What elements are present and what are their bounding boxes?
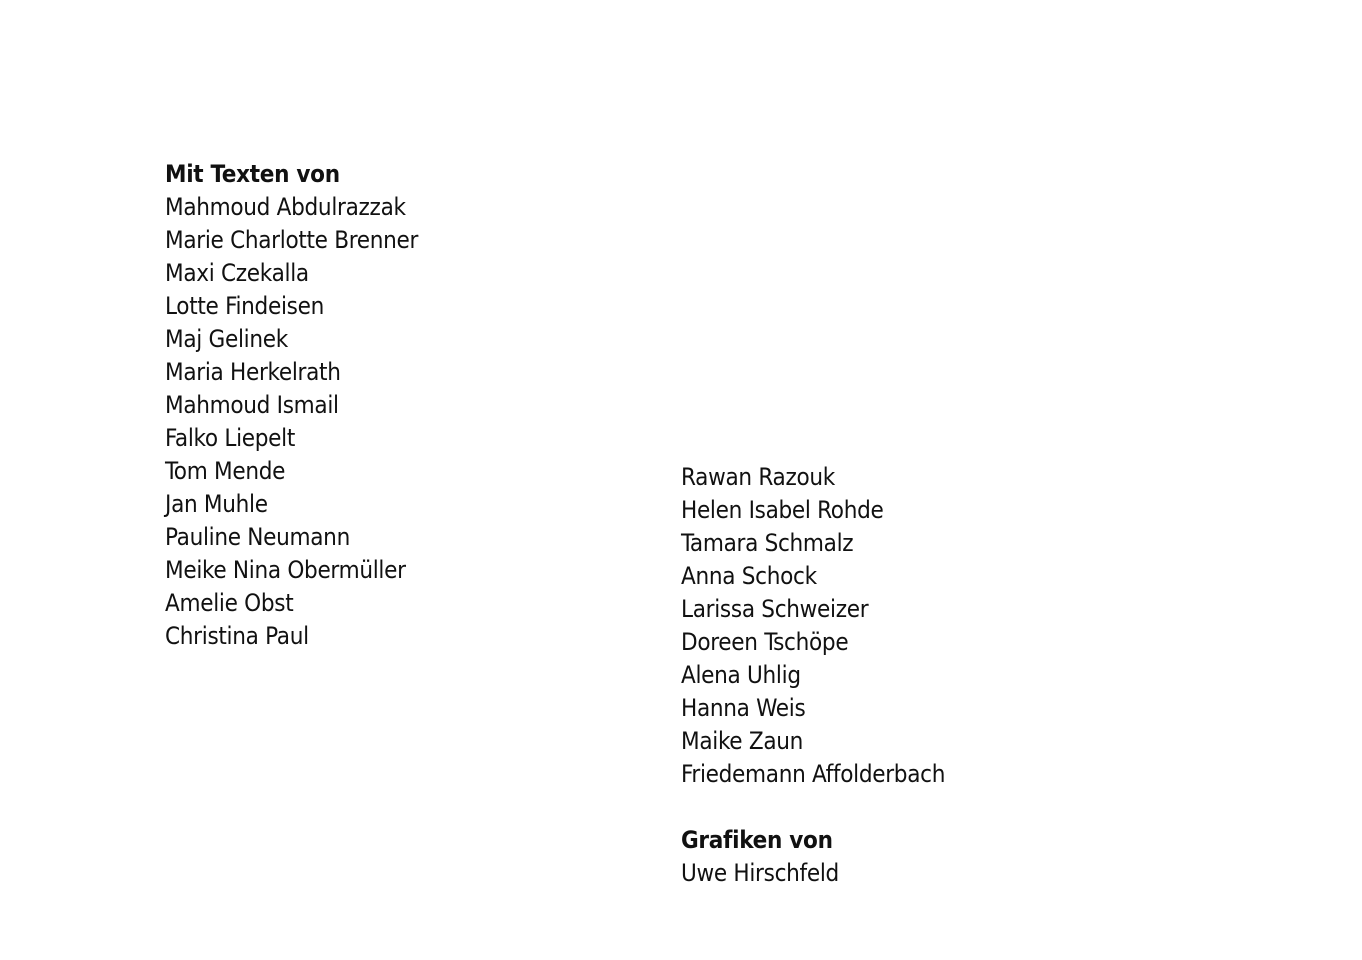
author-name: Hanna Weis — [681, 694, 806, 722]
author-name: Pauline Neumann — [165, 523, 350, 551]
texts-author-list-right — [681, 461, 945, 791]
author-name: Maike Zaun — [681, 727, 804, 755]
artist-name: Uwe Hirschfeld — [681, 859, 839, 887]
credits-column-right — [681, 461, 945, 890]
author-name: Maria Herkelrath — [165, 358, 341, 386]
author-name: Rawan Razouk — [681, 463, 835, 491]
author-name: Friedemann Affolderbach — [681, 760, 946, 788]
author-name: Christina Paul — [165, 622, 309, 650]
author-name: Jan Muhle — [165, 490, 268, 518]
author-name: Lotte Findeisen — [165, 292, 324, 320]
author-name: Tom Mende — [165, 457, 286, 485]
author-name: Maxi Czekalla — [165, 259, 309, 287]
author-name: Alena Uhlig — [681, 661, 801, 689]
author-name: Helen Isabel Rohde — [681, 496, 884, 524]
texts-heading: Mit Texten von — [165, 160, 340, 188]
author-name: Meike Nina Obermüller — [165, 556, 406, 584]
author-name: Larissa Schweizer — [681, 595, 869, 623]
author-name: Falko Liepelt — [165, 424, 296, 452]
section-spacer — [681, 791, 945, 824]
author-name: Mahmoud Abdulrazzak — [165, 193, 406, 221]
author-name: Doreen Tschöpe — [681, 628, 849, 656]
author-name: Maj Gelinek — [165, 325, 288, 353]
author-name: Tamara Schmalz — [681, 529, 854, 557]
texts-author-list-left — [165, 191, 418, 653]
author-name: Amelie Obst — [165, 589, 294, 617]
author-name: Marie Charlotte Brenner — [165, 226, 419, 254]
author-name: Mahmoud Ismail — [165, 391, 339, 419]
credits-column-left — [165, 158, 418, 653]
graphics-heading: Grafiken von — [681, 826, 833, 854]
graphics-artist-list — [681, 857, 945, 890]
author-name: Anna Schock — [681, 562, 817, 590]
